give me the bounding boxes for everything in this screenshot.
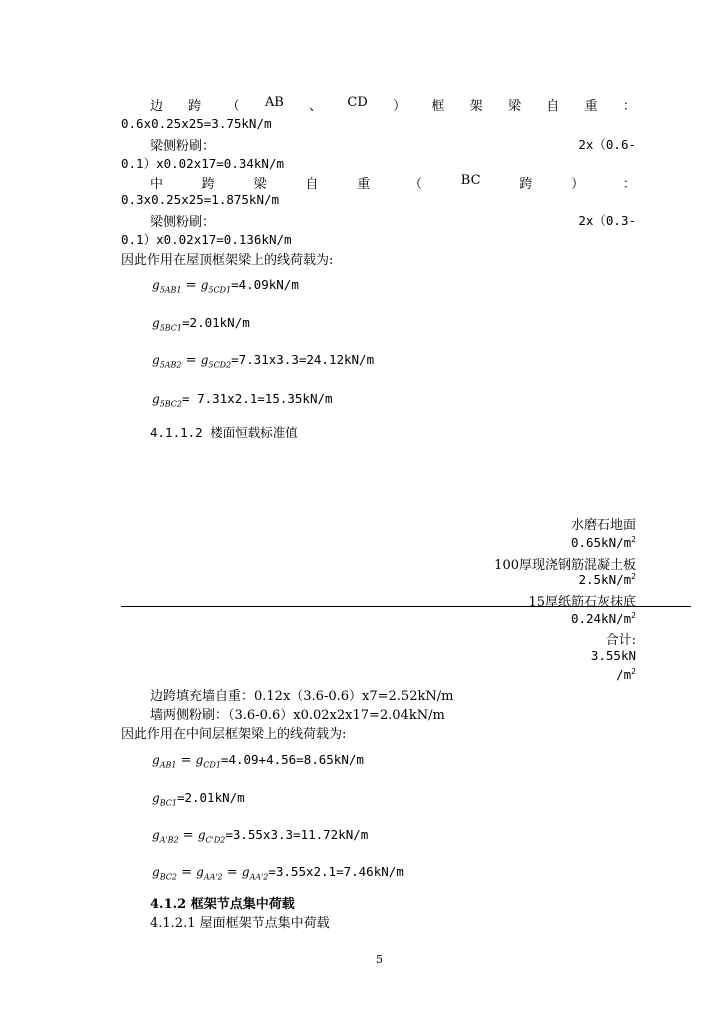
middle-formula-1: $g_{AB1} = g_{CD1}=4.09+4.56=8.65kN/m$ bbox=[152, 752, 364, 770]
floor-layer-1-value: $0.65kN/m^2$ bbox=[570, 535, 636, 551]
floor-layer-3-name: 15厚纸筋石灰抹底 bbox=[528, 595, 636, 610]
mid-beam-token-3: 自 bbox=[305, 177, 319, 192]
edge-beam-token-5: CD bbox=[347, 95, 368, 110]
mid-beam-token-4: 重 bbox=[357, 177, 371, 192]
roof-edge-beam-value: 0.6x0.25x25=3.75kN/m bbox=[121, 116, 272, 131]
mid-beam-token-9: ： bbox=[622, 177, 636, 192]
floor-total-label: 合计: bbox=[605, 633, 636, 648]
mid-beam-token-5: （ bbox=[408, 177, 422, 192]
edge-beam-token-1: 跨 bbox=[188, 99, 202, 114]
roof-formula-2: $g_{5BC1}=2.01kN/m$ bbox=[152, 315, 250, 333]
roof-plaster2-value: 0.1）x0.02x17=0.136kN/m bbox=[121, 232, 292, 247]
roof-mid-beam-row bbox=[150, 173, 636, 192]
wall-plaster: 墙两侧粉刷：（3.6-0.6）x0.02x2x17=2.04kN/m bbox=[150, 708, 445, 723]
roof-edge-beam-row bbox=[150, 95, 636, 114]
mid-beam-token-7: 跨 bbox=[519, 177, 533, 192]
roof-plaster1-label: 梁侧粉刷： bbox=[150, 139, 216, 154]
edge-beam-token-8: 架 bbox=[469, 99, 483, 114]
roof-plaster1-value: 0.1）x0.02x17=0.34kN/m bbox=[121, 156, 285, 171]
edge-beam-token-6: ） bbox=[393, 99, 407, 114]
floor-layer-3-value: $0.24kN/m^2$ bbox=[570, 611, 636, 627]
edge-beam-token-9: 梁 bbox=[507, 99, 521, 114]
edge-beam-token-11: 重 bbox=[584, 99, 598, 114]
floor-layer-2-name: 100厚现浇钢筋混凝土板 bbox=[494, 558, 636, 573]
mid-beam-token-0: 中 bbox=[150, 177, 164, 192]
table-divider-line bbox=[121, 606, 691, 607]
middle-formula-3: $g_{A'B2} = g_{C'D2}=3.55x3.3=11.72kN/m$ bbox=[152, 827, 369, 845]
roof-plaster1-right: 2x（0.6- bbox=[578, 137, 636, 152]
mid-beam-token-1: 跨 bbox=[201, 177, 215, 192]
middle-summary: 因此作用在中间层框架梁上的线荷载为: bbox=[121, 727, 347, 742]
middle-formula-2: $g_{BC1}=2.01kN/m$ bbox=[152, 790, 245, 808]
roof-mid-beam-value: 0.3x0.25x25=1.875kN/m bbox=[121, 192, 280, 207]
edge-beam-token-10: 自 bbox=[546, 99, 560, 114]
edge-beam-token-3: AB bbox=[264, 95, 284, 110]
section-412-heading: 4.1.2 框架节点集中荷载 bbox=[150, 897, 295, 912]
floor-layer-2-value: $2.5kN/m^2$ bbox=[578, 572, 636, 588]
middle-formula-4: $g_{BC2} = g_{AA'2} = g_{AA'2}=3.55x2.1=7.46kN/m$ bbox=[152, 864, 404, 882]
edge-beam-token-7: 框 bbox=[431, 99, 445, 114]
floor-total-unit: $/m^2$ bbox=[616, 667, 636, 683]
section-4112-heading: 4.1.1.2 楼面恒载标准值 bbox=[150, 425, 298, 440]
roof-plaster2-right: 2x（0.3- bbox=[578, 213, 636, 228]
floor-total-value: 3.55kN bbox=[590, 648, 636, 663]
edge-beam-token-0: 边 bbox=[150, 99, 164, 114]
page-number: 5 bbox=[376, 953, 383, 966]
roof-plaster2-label: 梁侧粉刷： bbox=[150, 215, 216, 230]
floor-layer-1-name: 水磨石地面 bbox=[570, 518, 636, 533]
mid-beam-token-6: BC bbox=[460, 173, 481, 188]
wall-self-weight: 边跨填充墙自重：0.12x（3.6-0.6）x7=2.52kN/m bbox=[150, 689, 454, 704]
roof-formula-4: $g_{5BC2}= 7.31x2.1=15.35kN/m$ bbox=[152, 391, 333, 409]
edge-beam-token-4: 、 bbox=[309, 99, 323, 114]
edge-beam-token-12: ： bbox=[622, 99, 636, 114]
roof-formula-3: $g_{5AB2} = g_{5CD2}=7.31x3.3=24.12kN/m$ bbox=[152, 352, 375, 370]
section-4121-heading: 4.1.2.1 屋面框架节点集中荷载 bbox=[150, 916, 330, 931]
mid-beam-token-2: 梁 bbox=[253, 177, 267, 192]
roof-formula-1: $g_{5AB1} = g_{5CD1}=4.09kN/m$ bbox=[152, 277, 299, 295]
roof-summary: 因此作用在屋顶框架梁上的线荷载为: bbox=[121, 253, 334, 268]
edge-beam-token-2: （ bbox=[226, 99, 240, 114]
mid-beam-token-8: ） bbox=[571, 177, 585, 192]
